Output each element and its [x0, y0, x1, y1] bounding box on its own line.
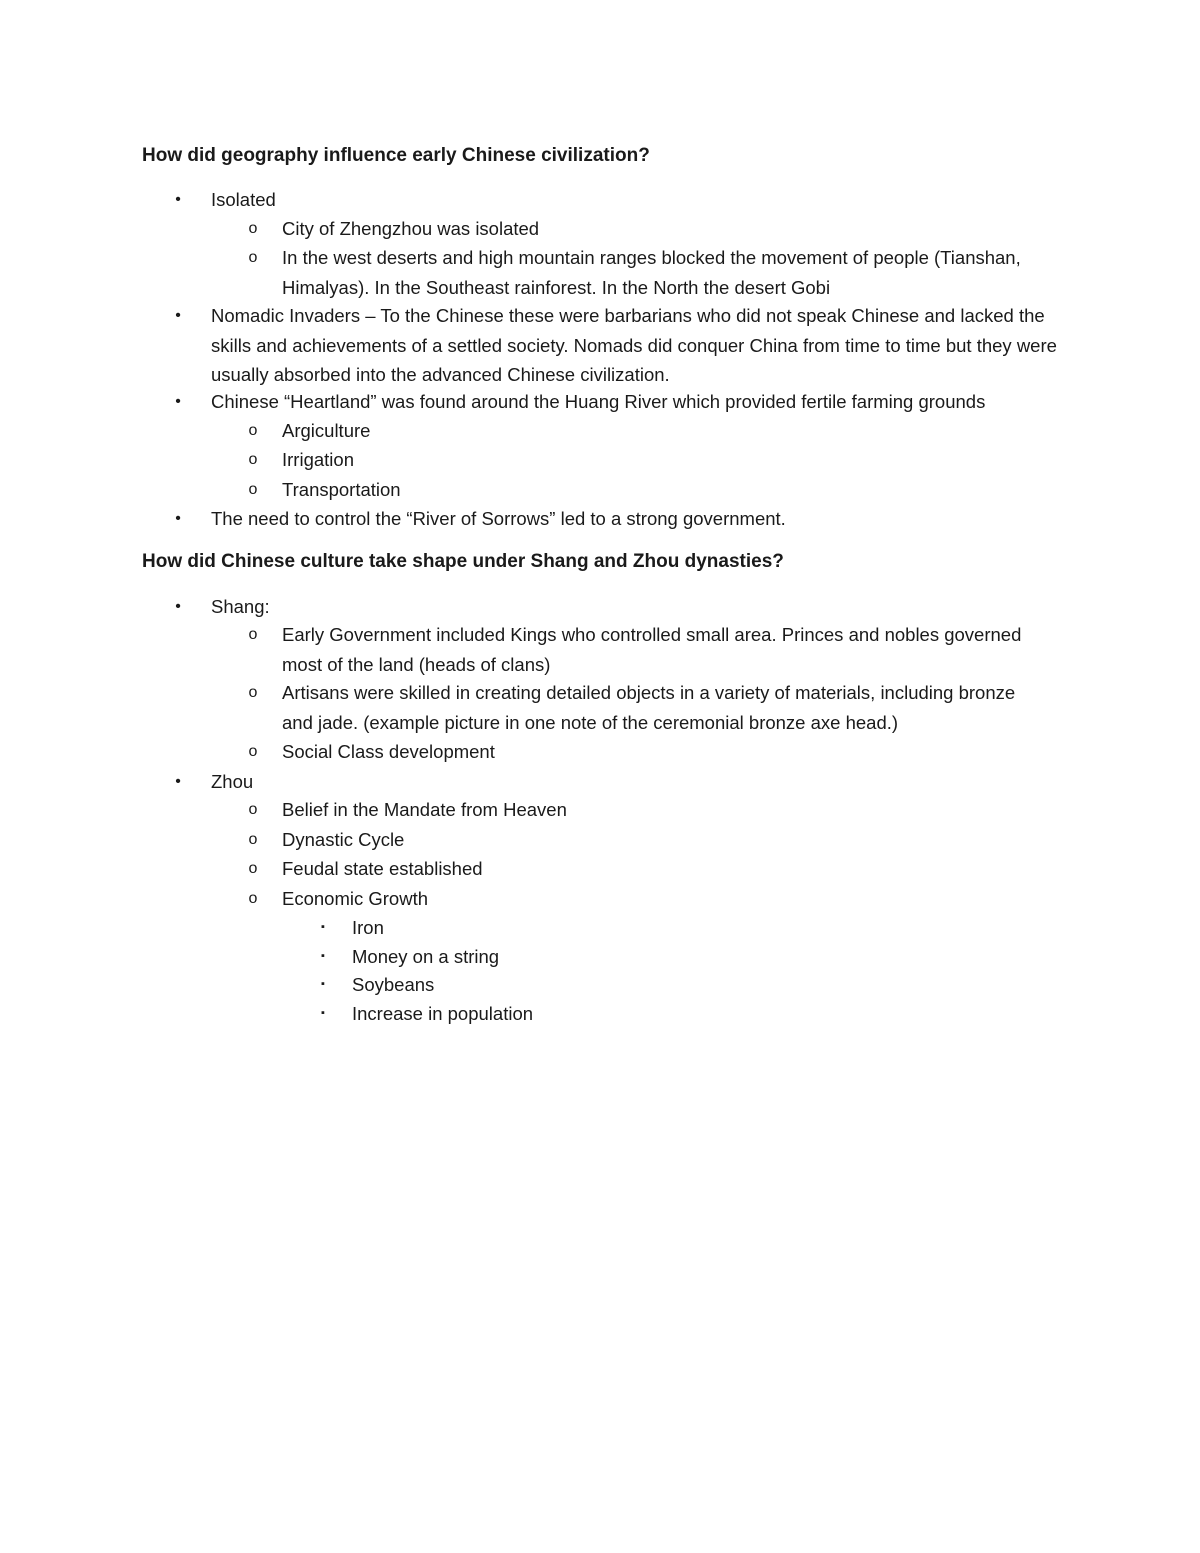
bullet-marker: • — [175, 773, 181, 790]
list-item-money — [321, 942, 1042, 972]
list-item-text: Nomadic Invaders – To the Chinese these were barbarians who did not speak Chinese and lacked the skills and achievements of a settled society. Nomads did conquer China from time to time but they were usually absorbed into the advanced Chinese civilization. — [211, 305, 1057, 385]
list-item-irrigation — [248, 445, 1042, 475]
list-item-river-of-sorrows — [175, 504, 1061, 534]
list-item-text: Irrigation — [282, 449, 354, 470]
bullet-marker: • — [175, 598, 181, 615]
list-item-text: Early Government included Kings who controlled small area. Princes and nobles governed most of the land (heads of clans) — [282, 624, 1022, 675]
circle-marker: o — [248, 422, 258, 439]
list-item-text: Isolated — [211, 189, 276, 210]
list-item-text: Social Class development — [282, 741, 495, 762]
list-item-feudal-state — [248, 854, 1042, 884]
circle-marker: o — [248, 249, 258, 266]
list-item-text: Dynastic Cycle — [282, 829, 405, 850]
list-item-heartland — [175, 387, 1061, 417]
bullet-marker: • — [175, 393, 181, 410]
square-marker: ▪ — [321, 1007, 325, 1019]
circle-marker: o — [248, 684, 258, 701]
list-item-shang — [175, 592, 1061, 622]
list-item-nomadic-invaders — [175, 301, 1061, 390]
bullet-marker: • — [175, 510, 181, 527]
list-item-text: Soybeans — [352, 974, 435, 995]
list-item-zhengzhou — [248, 214, 1042, 244]
circle-marker: o — [248, 801, 258, 818]
list-item-text: Increase in population — [352, 1003, 534, 1024]
circle-marker: o — [248, 860, 258, 877]
list-item-text: Belief in the Mandate from Heaven — [282, 799, 567, 820]
list-item-agriculture — [248, 416, 1042, 446]
square-marker: ▪ — [321, 950, 325, 962]
list-item-text: City of Zhengzhou was isolated — [282, 218, 540, 239]
list-item-text: Artisans were skilled in creating detailed objects in a variety of materials, including bronze and jade. (example picture in one note of the ceremonial bronze axe head.) — [282, 682, 1016, 733]
list-item-transportation — [248, 475, 1042, 505]
list-item-text: Iron — [352, 917, 384, 938]
square-marker: ▪ — [321, 978, 325, 990]
list-item-text: Money on a string — [352, 946, 500, 967]
list-item-text: Feudal state established — [282, 858, 483, 879]
list-item-text: Zhou — [211, 771, 254, 792]
list-item-isolated — [175, 185, 1061, 215]
circle-marker: o — [248, 626, 258, 643]
circle-marker: o — [248, 220, 258, 237]
section-heading-geography: How did geography influence early Chinese civilization? — [142, 145, 650, 166]
list-item-economic-growth — [248, 884, 1042, 914]
list-item-text: Argiculture — [282, 420, 371, 441]
list-item-social-class — [248, 737, 1042, 767]
list-item-population — [321, 999, 1042, 1029]
bullet-marker: • — [175, 191, 181, 208]
circle-marker: o — [248, 890, 258, 907]
list-item-text: In the west deserts and high mountain ranges blocked the movement of people (Tianshan, Himalyas). In the Southeast rainforest. In the North the desert Gobi — [282, 247, 1021, 298]
list-item-artisans — [248, 678, 1042, 737]
list-item-mandate — [248, 795, 1042, 825]
square-marker: ▪ — [321, 921, 325, 933]
list-item-west-deserts — [248, 243, 1042, 302]
list-item-iron — [321, 913, 1042, 943]
bullet-marker: • — [175, 307, 181, 324]
list-item-text: Transportation — [282, 479, 401, 500]
list-item-early-government — [248, 620, 1042, 679]
list-item-zhou — [175, 767, 1061, 797]
circle-marker: o — [248, 831, 258, 848]
list-item-text: Economic Growth — [282, 888, 428, 909]
list-item-soybeans — [321, 970, 1042, 1000]
circle-marker: o — [248, 743, 258, 760]
circle-marker: o — [248, 451, 258, 468]
list-item-text: Shang: — [211, 596, 270, 617]
list-item-dynastic-cycle — [248, 825, 1042, 855]
list-item-text: Chinese “Heartland” was found around the Huang River which provided fertile farming grounds — [211, 391, 986, 412]
section-heading-dynasties: How did Chinese culture take shape under Shang and Zhou dynasties? — [142, 551, 784, 572]
circle-marker: o — [248, 481, 258, 498]
list-item-text: The need to control the “River of Sorrows” led to a strong government. — [211, 508, 786, 529]
